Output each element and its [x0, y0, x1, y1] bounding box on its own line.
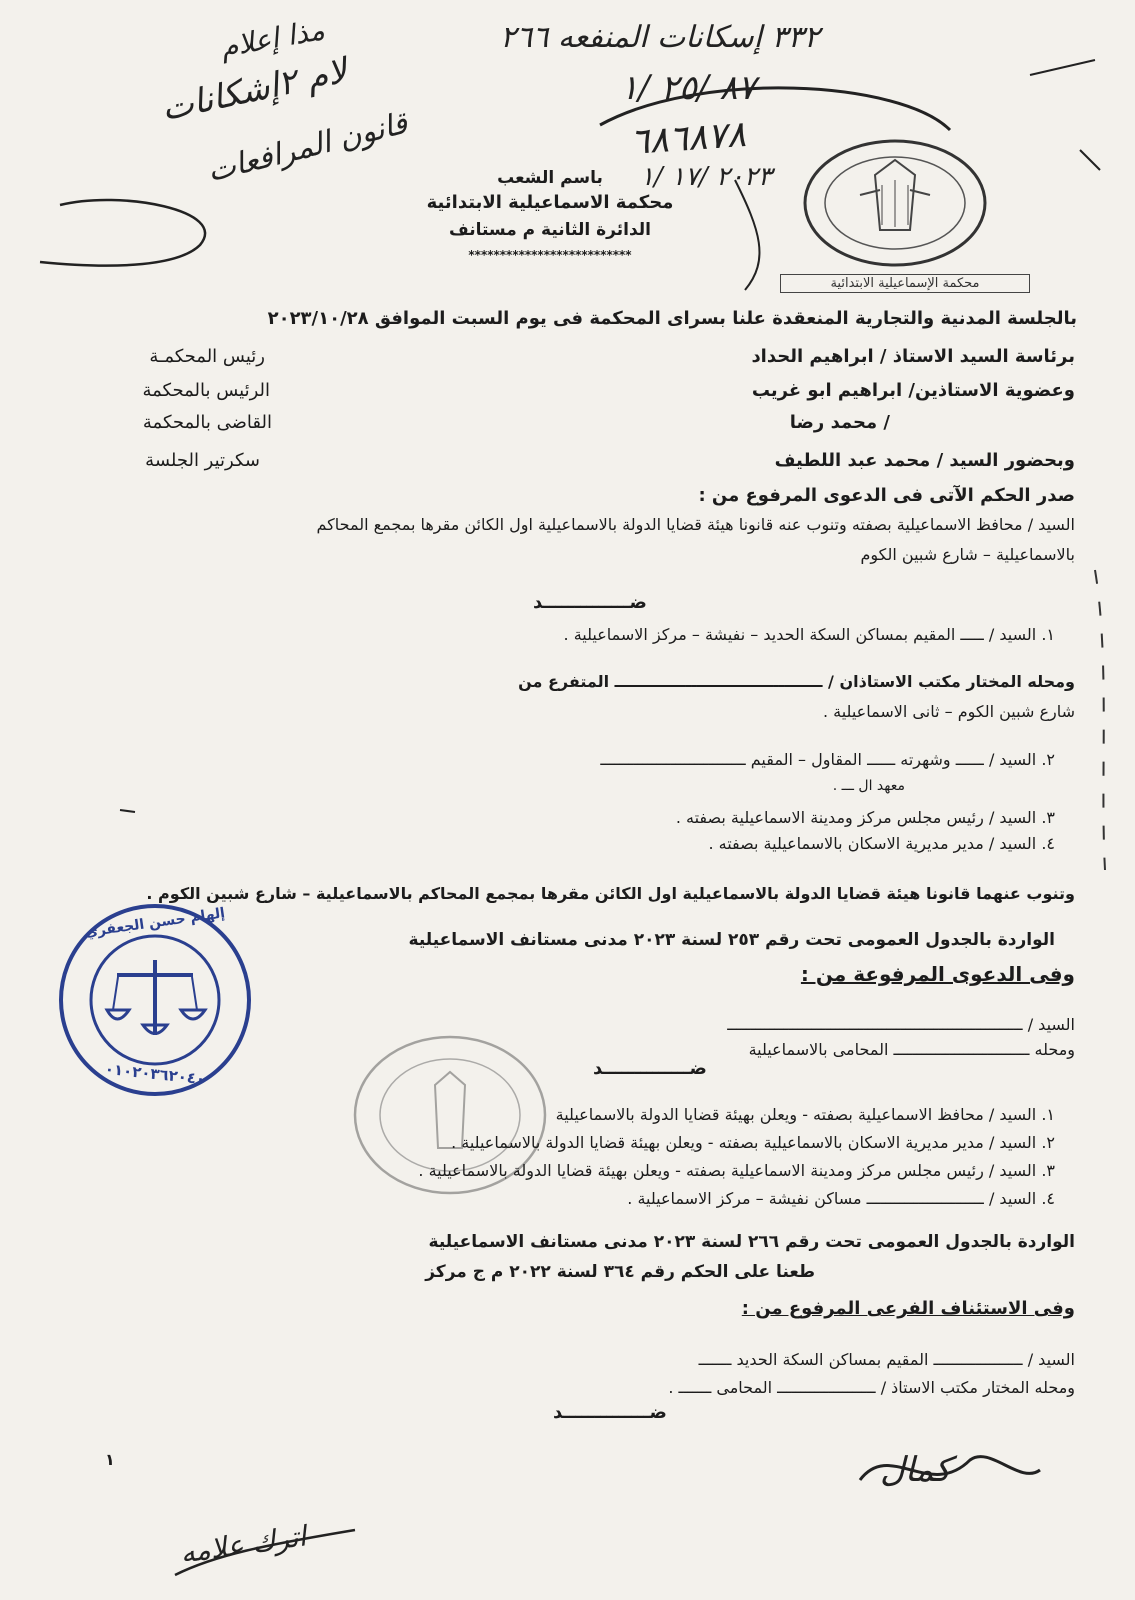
- member-role-1: الرئيس بالمحكمة: [142, 380, 270, 401]
- handwritten-number: ٦٨٦٨٧٨: [628, 114, 748, 163]
- case1-registry: الواردة بالجدول العمومى تحت رقم ٢٥٣ لسنة ٢٠٢٣ مدنى مستانف الاسماعيلية: [408, 930, 1055, 950]
- signature-right: كمال: [880, 1450, 951, 1490]
- case3-against: ضــــــــــــــد: [553, 1402, 667, 1423]
- header-line-2: محكمة الاسماعيلية الابتدائية: [426, 192, 674, 213]
- lawyer-stamp-phone: ٠١٠٢٠٣٦٢٠٤٠: [103, 1059, 207, 1089]
- case2-defendant-2: ٢. السيد / مدير مديرية الاسكان بالاسماعيلية بصفته - ويعلن بهيئة قضايا الدولة بالاسماعيلية .: [451, 1133, 1055, 1152]
- member-role-2: القاضى بالمحكمة: [142, 412, 272, 433]
- case2-plaintiff: السيد / ـــــــــــــــــــــــــــــــــــــــــــــــــــــــــــــــ: [727, 1015, 1075, 1034]
- handwritten-date: ٢٠٢٣ /١٧ /١: [640, 162, 772, 192]
- page-number: ١: [105, 1450, 115, 1469]
- case2-plaintiff-cont: ومحله ـــــــــــــــــــــــــــــ المحامى بالاسماعيلية: [748, 1040, 1075, 1059]
- handwritten-note: مذا إعلام: [217, 13, 327, 64]
- case1-office: ومحله المختار مكتب الاستاذان / ــــــــــــــــــــــــــــــــــــــ المتفرع من: [518, 672, 1075, 691]
- court-seal-label: محكمة الإسماعيلية الابتدائية: [780, 274, 1030, 293]
- case2-heading: وفى الدعوى المرفوعة من :: [800, 962, 1075, 986]
- secretary-role: سكرتير الجلسة: [145, 450, 260, 471]
- session-secretary: وبحضور السيد / محمد عبد اللطيف: [774, 450, 1075, 471]
- case1-defendant-4: ٤. السيد / مدير مديرية الاسكان بالاسماعيلية بصفته .: [708, 834, 1055, 853]
- case2-defendant-3: ٣. السيد / رئيس مجلس مركز ومدينة الاسماعيلية بصفته - ويعلن بهيئة قضايا الدولة بالاسماعيلية .: [418, 1161, 1055, 1180]
- case1-plaintiff: السيد / محافظ الاسماعيلية بصفته وتنوب عنه قانونا هيئة قضايا الدولة بالاسماعيلية اول الكائن مقرها بمجمع المحاكم: [316, 515, 1075, 534]
- case1-heading: صدر الحكم الآتى فى الدعوى المرفوع من :: [698, 485, 1075, 506]
- case1-defendant-3: ٣. السيد / رئيس مجلس مركز ومدينة الاسماعيلية بصفته .: [675, 808, 1055, 827]
- case3-plaintiff-cont: ومحله المختار مكتب الاستاذ / ـــــــــــــــــــــ المحامى ـــــــ .: [668, 1378, 1075, 1397]
- case1-representation: وتنوب عنهما قانونا هيئة قضايا الدولة بالاسماعيلية اول الكائن مقرها بمجمع المحاكم بالاسماعيلية – شارع شبين الكوم .: [146, 884, 1075, 903]
- case1-defendant-2: ٢. السيد / ــــــ وشهرته ــــــ المقاول – المقيم ـــــــــــــــــــــــــــــــ: [600, 750, 1055, 769]
- handwritten-note: ٨٧ /٢٥ /١: [620, 68, 756, 108]
- case1-office-cont: شارع شبين الكوم – ثانى الاسماعيلية .: [822, 702, 1075, 721]
- lawyer-stamp-name: إلهام حسن الجعفري: [83, 905, 227, 941]
- header-stars: **************************: [468, 248, 632, 262]
- case2-appeal-of: طعنا على الحكم رقم ٣٦٤ لسنة ٢٠٢٢ م ج مركز: [425, 1262, 815, 1282]
- header-line-1: باسم الشعب: [497, 168, 603, 188]
- signature-right-strokes: [850, 1430, 1050, 1510]
- handwritten-note: قانون المرافعات: [203, 105, 412, 190]
- handwritten-note: ٣٣٢ إسكانات المنفعه ٢٦٦: [500, 20, 820, 55]
- presiding-judge: برئاسة السيد الاستاذ / ابراهيم الحداد: [751, 346, 1075, 367]
- court-seal: [800, 135, 990, 275]
- signature-left: اترك علامه: [178, 1519, 309, 1570]
- case1-defendant-2-cont: معهد ال ـــ .: [832, 778, 905, 794]
- case1-against: ضــــــــــــــد: [533, 592, 647, 613]
- session-intro: بالجلسة المدنية والتجارية المنعقدة علنا بسراى المحكمة فى يوم السبت الموافق ٢٠٢٣/١٠/٢٨: [267, 308, 1077, 329]
- member-judge-2: / محمد رضا: [789, 412, 890, 433]
- case3-plaintiff: السيد / ـــــــــــــــــــ المقيم بمساكن السكة الحديد ـــــــ: [698, 1350, 1075, 1369]
- case1-plaintiff-cont: بالاسماعيلية – شارع شبين الكوم: [860, 545, 1075, 564]
- signature-left-strokes: [165, 1515, 365, 1595]
- case2-registry: الواردة بالجدول العمومى تحت رقم ٢٦٦ لسنة ٢٠٢٣ مدنى مستانف الاسماعيلية: [428, 1232, 1075, 1252]
- presiding-role: رئيس المحكمـة: [149, 346, 265, 367]
- header-line-3: الدائرة الثانية م مستانف: [448, 220, 651, 240]
- handwritten-note: لام ٢إشكانات: [157, 50, 351, 130]
- member-judge-1: وعضوية الاستاذين/ ابراهيم ابو غريب: [751, 380, 1075, 401]
- case2-against: ضــــــــــــــد: [593, 1058, 707, 1079]
- case3-heading: وفى الاستئناف الفرعى المرفوع من :: [741, 1298, 1075, 1319]
- case2-defendant-4: ٤. السيد / ـــــــــــــــــــــــــ مساكن نفيشة – مركز الاسماعيلية .: [627, 1189, 1055, 1208]
- case1-defendant-1: ١. السيد / ـــــ المقيم بمساكن السكة الحديد – نفيشة – مركز الاسماعيلية .: [563, 625, 1055, 644]
- case2-defendant-1: ١. السيد / محافظ الاسماعيلية بصفته - ويعلن بهيئة قضايا الدولة بالاسماعيلية: [555, 1105, 1055, 1124]
